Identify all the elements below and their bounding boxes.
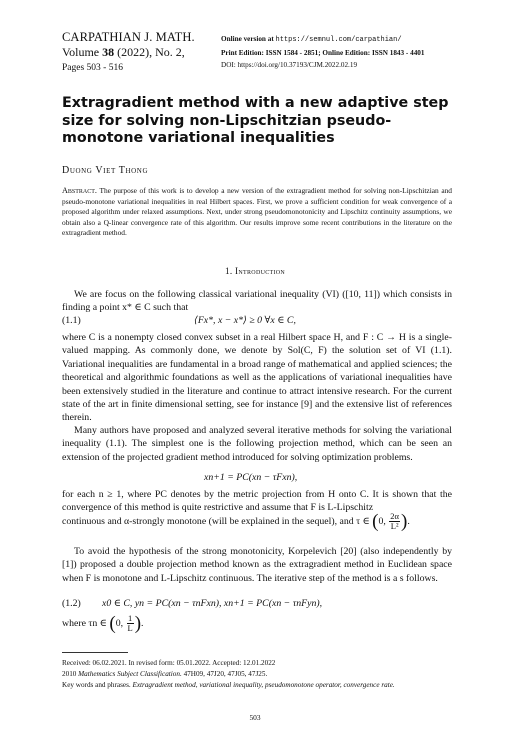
tau-n-fraction: $\frac{1}{L}$ <box>127 613 133 634</box>
footnote-rule <box>62 652 128 653</box>
issn-line: Print Edition: ISSN 1584 - 2851; Online Edition: ISSN 1843 - 4401 <box>221 48 425 57</box>
equation-1-1 <box>62 315 452 329</box>
section-heading: 1. Introduction <box>224 266 286 276</box>
intro-paragraph-1b: where C is a nonempty closed convex subset in a real Hilbert space H, and F : C → H is a single-valued mapping. As commonly done, we denote by Sol(C, F) the solution set of VI (1.1). Variational inequalities are fundamental in a broad range of mathematical and applied sciences; the theoretical and algorithmic foundations as well as the applications of variational inequalities have been extensively studied in the literature and continue to attract intensive research. For the current state of the art in finite dimensional setting, see for instance [9] and the extensive list of references therein. <box>62 332 452 424</box>
intro-paragraph-4: where τn ∈ (0, $\frac{1}{L}$ ). <box>62 612 144 634</box>
intro-paragraph-1a: We are focus on the following classical variational inequality (VI) ([10, 11]) which consists in finding a point x* ∈ C such that <box>62 289 452 314</box>
paper-author: Duong Viet Thong <box>62 165 149 176</box>
intro-paragraph-3: To avoid the hypothesis of the strong monotonicity, Korpelevich [20] (also independently by [1]) proposed a double projection method known as the extragradient method in Euclidean space when F is monotone and L-Lipschitz continuous. The iterative step of the method is a s follows. <box>62 546 452 584</box>
equation-body: x0 ∈ C, yn = PC(xn − τnFxn), xn+1 = PC(xn − τnFyn), <box>102 598 323 609</box>
journal-volume: Volume 38 (2022), No. 2, <box>62 45 185 59</box>
intro-paragraph-2b: for each n ≥ 1, where PC denotes by the metric projection from H onto C. It is shown that the convergence of this method is quite restrictive and assume that F is L-Lipschitz <box>62 489 452 514</box>
abstract-text: The purpose of this work is to develop a new version of the extragradient method for solving non-Lipschitzian and pseudo-monotone variational inequalities in real Hilbert spaces. First, we prove a sufficient condition for weak convergence of a proposed algorithm under relaxed assumptions. Next, under strong pseudomonotonicity and Lipschitz continuity assumptions, we obtain also a Q-linear convergence rate of this algorithm. Our results improve some recent contributions in the literature on the extragradient method. <box>62 186 452 238</box>
doi-line[interactable]: DOI: https://doi.org/10.37193/CJM.2022.02.19 <box>221 61 358 69</box>
paper-title: Extragradient method with a new adaptive step size for solving non-Lipschitzian pseudo-monotone variational inequalities <box>62 95 449 146</box>
journal-name: CARPATHIAN J. MATH. <box>62 30 195 44</box>
received-dates: Received: 06.02.2021. In revised form: 05.01.2022. Accepted: 12.01.2022 <box>62 659 276 667</box>
online-url[interactable]: https://semnul.com/carpathian/ <box>275 36 402 44</box>
equation-label: (1.1) <box>62 315 81 326</box>
publication-info <box>221 33 461 72</box>
keywords: Key words and phrases. Extragradient method, variational inequality, pseudomonotone operator, convergence rate. <box>62 681 395 689</box>
abstract-label: Abstract. <box>62 186 97 195</box>
msc-classification: 2010 Mathematics Subject Classification. 47H09, 47J20, 47J05, 47J25. <box>62 670 268 678</box>
intro-paragraph-2a: Many authors have proposed and analyzed several iterative methods for solving the variational inequality (1.1). The simplest one is the following projection method, which can be seen an extension of the projected gradient method introduced for solving optimization problems. <box>62 425 452 463</box>
projection-equation: xn+1 = PC(xn − τFxn), <box>204 472 298 483</box>
equation-label: (1.2) <box>62 598 81 609</box>
tau-fraction: $\frac{2\alpha}{\text{L²}}$ <box>390 511 400 532</box>
journal-header <box>62 30 212 75</box>
page-number: 503 <box>249 713 261 722</box>
abstract <box>62 186 452 239</box>
intro-paragraph-2c: continuous and α-strongly monotone (will be explained in the sequel), and τ ∈ (0, $\frac{2\alpha}{\text{L²}}$ ). <box>62 510 410 532</box>
equation-1-2 <box>62 598 452 612</box>
journal-pages: Pages 503 - 516 <box>62 63 123 73</box>
equation-body: ⟨Fx*, x − x*⟩ ≥ 0 ∀x ∈ C, <box>194 315 296 326</box>
online-version: Online version at https://semnul.com/carpathian/ <box>221 35 402 44</box>
